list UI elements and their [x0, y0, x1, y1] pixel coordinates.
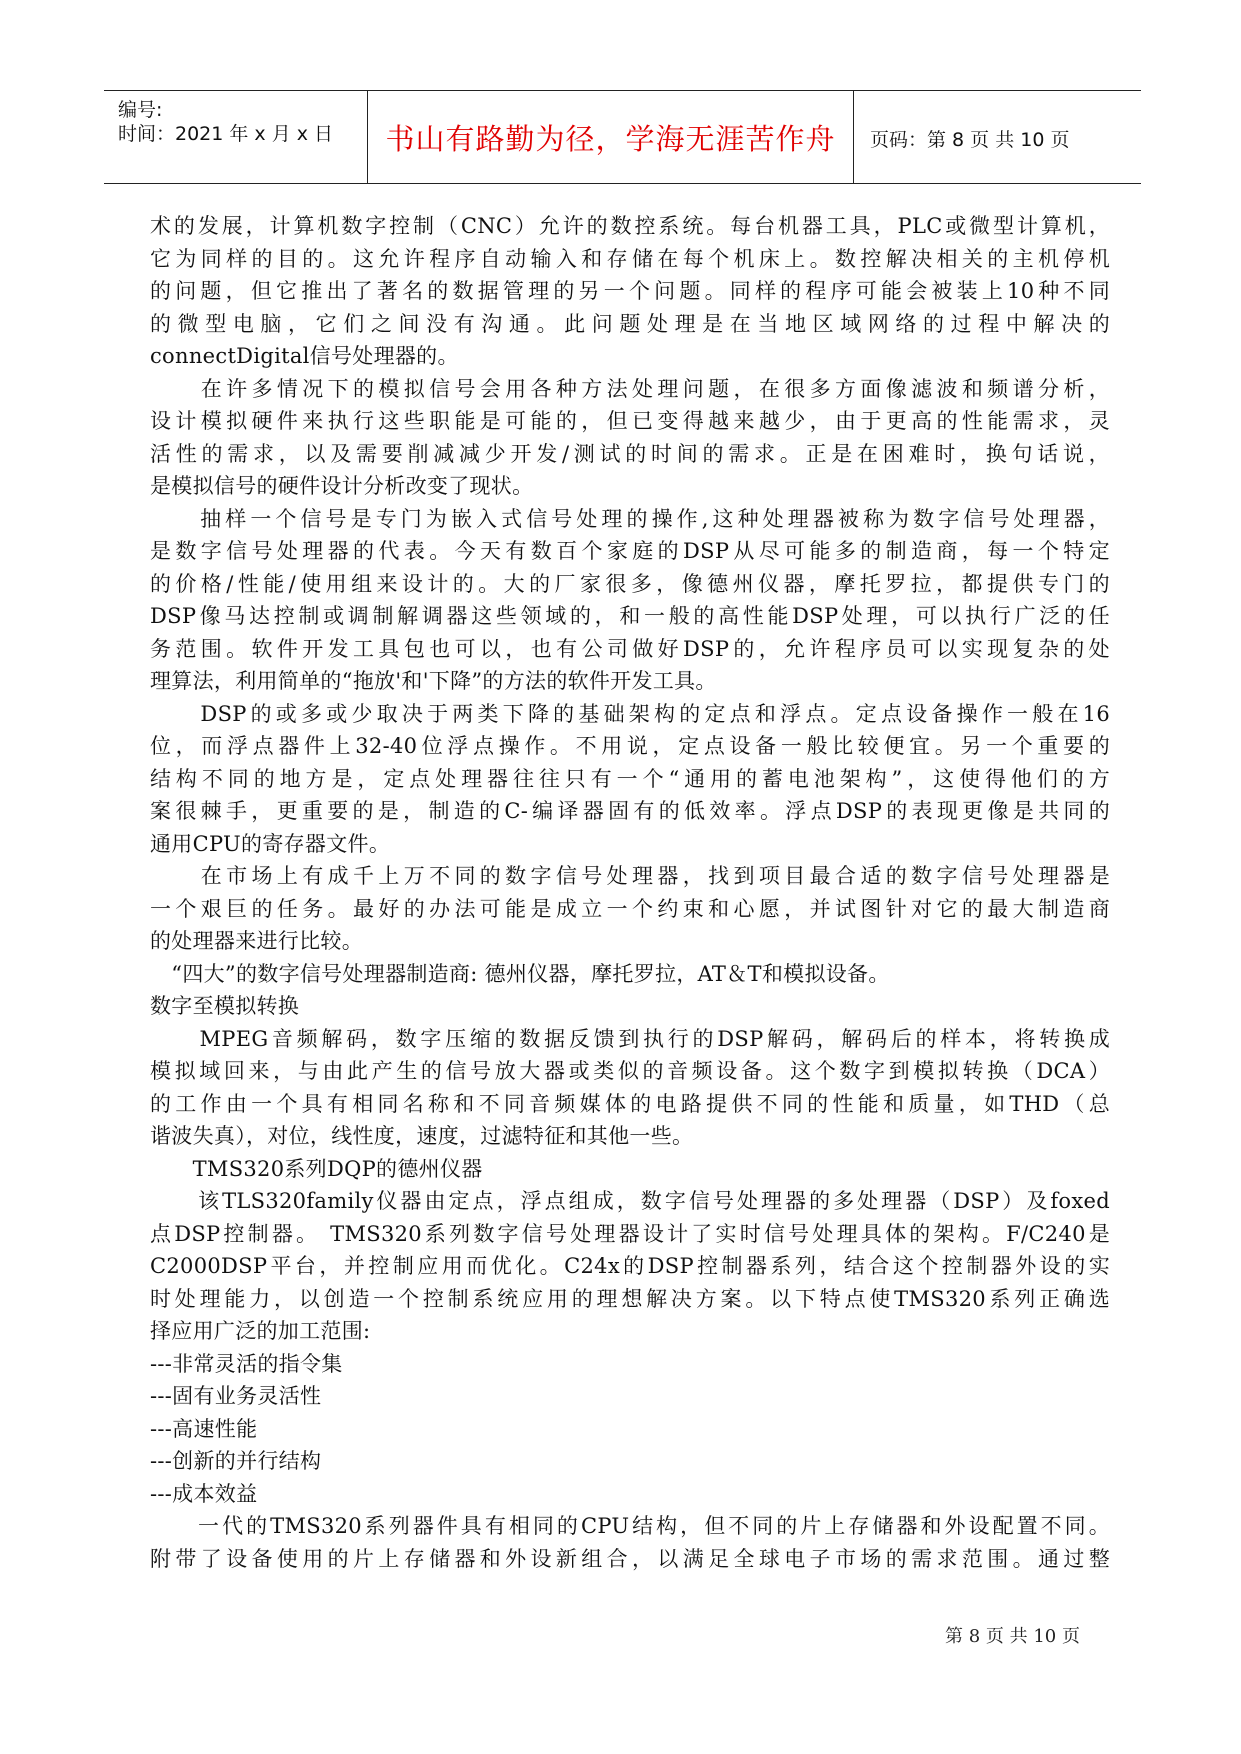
text-line: 谐波失真），对位，线性度，速度，过滤特征和其他一些。 [150, 1124, 694, 1148]
text-line: DSP像马达控制或调制解调器这些领域的，和一般的高性能DSP处理，可以执行广泛的任 [150, 604, 1110, 628]
text-line: 抽样一个信号是专门为嵌入式信号处理的操作,这种处理器被称为数字信号处理器， [150, 506, 1110, 531]
document-time-label: 时间：2021 年 x 月 x 日 [118, 123, 334, 145]
text-line: 时处理能力，以创造一个控制系统应用的理想解决方案。以下特点使TMS320系列正确选 [150, 1286, 1110, 1311]
header-page-number: 页码：第 8 页 共 10 页 [870, 129, 1070, 151]
text-line: 设计模拟硬件来执行这些职能是可能的，但已变得越来越少，由于更高的性能需求，灵 [150, 409, 1110, 433]
text-line: 的处理器来进行比较。 [150, 929, 363, 953]
text-line: 活性的需求，以及需要削减减少开发/测试的时间的需求。正是在困难时，换句话说， [150, 441, 1110, 466]
text-line: C2000DSP平台，并控制应用而优化。C24x的DSP控制器系列，结合这个控制器外设的实 [150, 1254, 1110, 1278]
document-number-label: 编号: [118, 99, 163, 121]
text-line: 务范围。软件开发工具包也可以，也有公司做好DSP的，允许程序员可以实现复杂的处 [150, 636, 1110, 661]
text-line: TMS320系列DQP的德州仪器 [150, 1156, 483, 1181]
text-line: ---固有业务灵活性 [150, 1384, 322, 1408]
text-line: 通用CPU的寄存器文件。 [150, 831, 391, 856]
text-line: 是模拟信号的硬件设计分析改变了现状。 [150, 474, 534, 498]
text-line: MPEG音频解码，数字压缩的数据反馈到执行的DSP解码，解码后的样本，将转换成 [150, 1026, 1110, 1051]
text-line: 择应用广泛的加工范围: [150, 1319, 371, 1343]
text-line: 点DSP控制器。 TMS320系列数字信号处理器设计了实时信号处理具体的架构。F/C240是 [150, 1221, 1110, 1246]
page-header [104, 90, 1141, 184]
text-line: 模拟域回来，与由此产生的信号放大器或类似的音频设备。这个数字到模拟转换（DCA） [150, 1059, 1110, 1083]
header-info-cell [104, 91, 368, 183]
text-line: 它为同样的目的。这允许程序自动输入和存储在每个机床上。数控解决相关的主机停机 [150, 246, 1110, 271]
text-line: 的微型电脑，它们之间没有沟通。此问题处理是在当地区域网络的过程中解决的 [150, 311, 1110, 336]
text-line: 的价格/性能/使用组来设计的。大的厂家很多，像德州仪器，摩托罗拉，都提供专门的 [150, 571, 1110, 596]
text-line: 位，而浮点器件上32-40位浮点操作。不用说，定点设备一般比较便宜。另一个重要的 [150, 734, 1110, 758]
header-motto: 书山有路勤为径，学海无涯苦作舟 [385, 122, 836, 156]
text-line: 案很棘手，更重要的是，制造的C-编译器固有的低效率。浮点DSP的表现更像是共同的 [150, 799, 1110, 823]
text-line: 该TLS320family仪器由定点，浮点组成，数字信号处理器的多处理器（DSP）及foxed [150, 1189, 1110, 1213]
text-line: 数字至模拟转换 [150, 994, 300, 1018]
text-line: 一个艰巨的任务。最好的办法可能是成立一个约束和心愿，并试图针对它的最大制造商 [150, 896, 1110, 921]
text-line: ---高速性能 [150, 1416, 258, 1441]
text-line: 一代的TMS320系列器件具有相同的CPU结构，但不同的片上存储器和外设配置不同。 [150, 1514, 1110, 1538]
text-line: 附带了设备使用的片上存储器和外设新组合，以满足全球电子市场的需求范围。通过整 [150, 1546, 1110, 1571]
text-line: ---创新的并行结构 [150, 1449, 322, 1473]
text-line: connectDigital信号处理器的。 [150, 344, 459, 368]
body-text [150, 210, 1110, 1575]
text-line: 的工作由一个具有相同名称和不同音频媒体的电路提供不同的性能和质量，如THD（总 [150, 1091, 1110, 1116]
text-line: “四大”的数字信号处理器制造商: 德州仪器，摩托罗拉，AT＆T和模拟设备。 [150, 961, 890, 986]
text-line: 在市场上有成千上万不同的数字信号处理器，找到项目最合适的数字信号处理器是 [150, 864, 1110, 888]
text-line: ---非常灵活的指令集 [150, 1351, 343, 1376]
header-page-cell [854, 91, 1141, 183]
text-line: 在许多情况下的模拟信号会用各种方法处理问题，在很多方面像滤波和频谱分析， [150, 376, 1110, 401]
text-line: 的问题，但它推出了著名的数据管理的另一个问题。同样的程序可能会被装上10种不同 [150, 279, 1110, 303]
text-line: 理算法，利用简单的“拖放'和'下降”的方法的软件开发工具。 [150, 669, 717, 693]
text-line: 是数字信号处理器的代表。今天有数百个家庭的DSP从尽可能多的制造商，每一个特定 [150, 539, 1110, 563]
text-line: DSP的或多或少取决于两类下降的基础架构的定点和浮点。定点设备操作一般在16 [150, 701, 1110, 726]
header-motto-cell [368, 91, 854, 183]
footer-page-number: 第 8 页 共 10 页 [945, 1626, 1080, 1647]
text-line: 结构不同的地方是，定点处理器往往只有一个“通用的蓄电池架构”，这使得他们的方 [150, 766, 1110, 791]
text-line: 术的发展，计算机数字控制（CNC）允许的数控系统。每台机器工具，PLC或微型计算机， [150, 214, 1110, 238]
text-line: ---成本效益 [150, 1481, 258, 1506]
